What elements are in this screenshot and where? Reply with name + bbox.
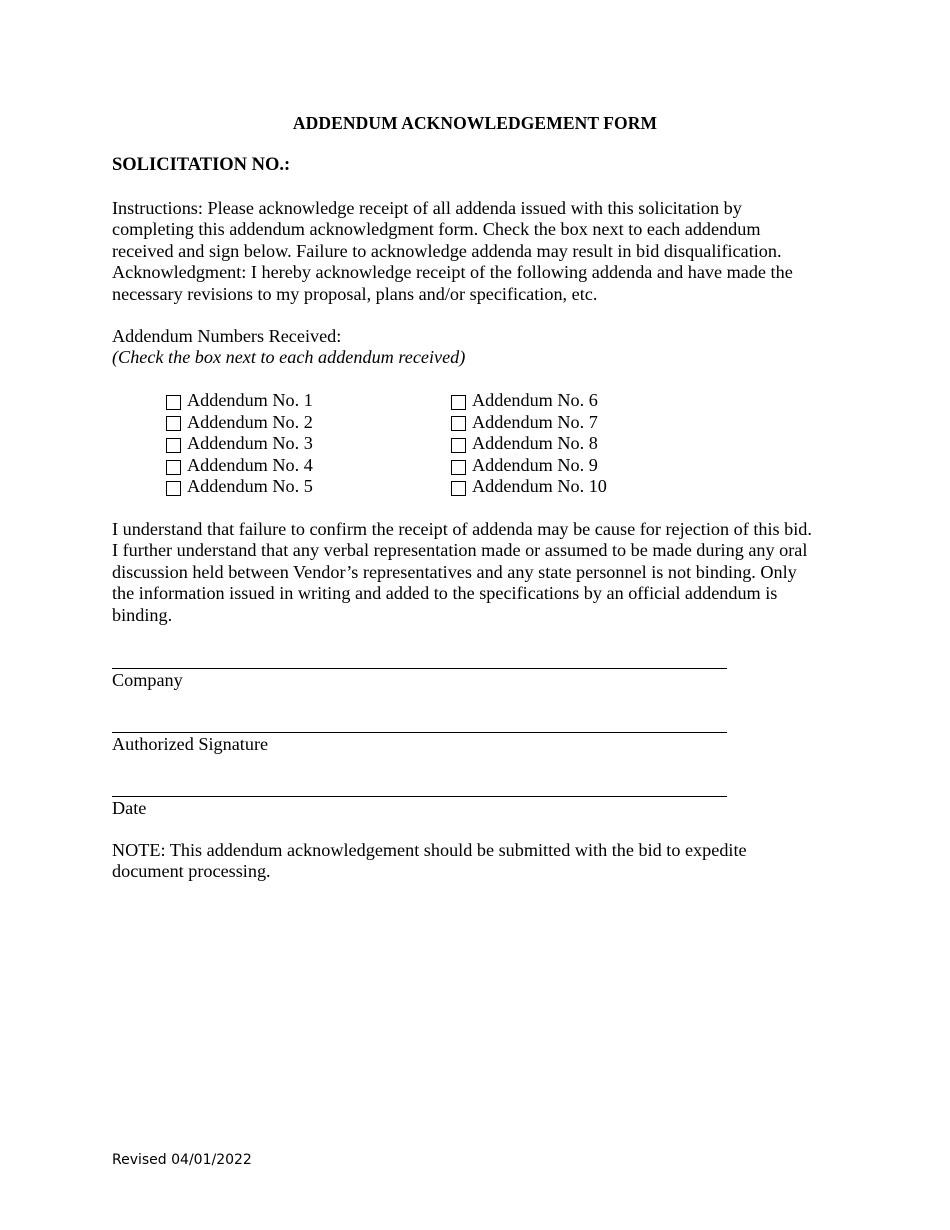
addendum-label: Addendum No. 5	[187, 476, 313, 497]
addendum-label: Addendum No. 4	[187, 454, 313, 475]
addendum-item[interactable]	[451, 476, 607, 498]
instructions-line: Acknowledgment: I hereby acknowledge receipt of the following addenda and have made the	[112, 262, 793, 283]
addendum-item[interactable]	[451, 390, 607, 412]
checkbox[interactable]	[166, 395, 181, 410]
addenda-heading-block	[112, 326, 842, 369]
checkbox[interactable]	[451, 416, 466, 431]
understanding-line: I understand that failure to confirm the receipt of addenda may be cause for rejection of this bid.	[112, 519, 812, 539]
addendum-label: Addendum No. 9	[472, 454, 598, 475]
company-label: Company	[112, 670, 183, 690]
instructions-line: completing this addendum acknowledgment form. Check the box next to each addendum	[112, 219, 761, 240]
date-signature-line[interactable]	[112, 796, 727, 797]
understanding-line: binding.	[112, 604, 173, 625]
addenda-checklist-left	[166, 390, 313, 498]
addendum-item[interactable]	[166, 455, 313, 477]
instructions-line: received and sign below. Failure to acknowledge addenda may result in bid disqualification.	[112, 240, 782, 261]
addendum-label: Addendum No. 7	[472, 411, 598, 432]
form-title: ADDENDUM ACKNOWLEDGEMENT FORM	[292, 113, 658, 133]
authorized-signature-label: Authorized Signature	[112, 734, 269, 754]
addendum-item[interactable]	[451, 433, 607, 455]
understanding-line: I further understand that any verbal representation made or assumed to be made during any oral	[112, 540, 808, 561]
addendum-label: Addendum No. 2	[187, 411, 313, 432]
addendum-item[interactable]	[451, 412, 607, 434]
addenda-checklist-right	[451, 390, 607, 498]
company-field[interactable]	[112, 668, 727, 691]
checkbox[interactable]	[451, 460, 466, 475]
addendum-item[interactable]	[166, 433, 313, 455]
revised-footer: Revised 04/01/2022	[112, 1152, 252, 1168]
checkbox[interactable]	[451, 395, 466, 410]
addendum-label: Addendum No. 3	[187, 433, 313, 454]
addendum-label: Addendum No. 8	[472, 433, 598, 454]
solicitation-label: SOLICITATION NO.:	[112, 155, 291, 175]
date-field[interactable]	[112, 796, 727, 819]
authorized-signature-field[interactable]	[112, 732, 727, 755]
addendum-item[interactable]	[166, 390, 313, 412]
checkbox[interactable]	[451, 481, 466, 496]
checkbox[interactable]	[166, 438, 181, 453]
note-line: document processing.	[112, 861, 271, 882]
checkbox[interactable]	[166, 460, 181, 475]
addendum-item[interactable]	[166, 412, 313, 434]
addenda-hint: (Check the box next to each addendum received)	[112, 347, 466, 368]
understanding-line: discussion held between Vendor’s representatives and any state personnel is not binding. Only	[112, 561, 797, 582]
understanding-paragraph	[112, 519, 842, 626]
addendum-label: Addendum No. 1	[187, 390, 313, 410]
addendum-item[interactable]	[166, 476, 313, 498]
addendum-label: Addendum No. 10	[472, 476, 607, 497]
date-label: Date	[112, 798, 147, 818]
checkbox[interactable]	[451, 438, 466, 453]
instructions-line: necessary revisions to my proposal, plans and/or specification, etc.	[112, 283, 598, 304]
checkbox[interactable]	[166, 416, 181, 431]
addendum-label: Addendum No. 6	[472, 390, 598, 410]
note-line: NOTE: This addendum acknowledgement should be submitted with the bid to expedite	[112, 840, 747, 860]
checkbox[interactable]	[166, 481, 181, 496]
addendum-item[interactable]	[451, 455, 607, 477]
understanding-line: the information issued in writing and added to the specifications by an official addendum is	[112, 583, 778, 604]
note-paragraph	[112, 840, 842, 883]
instructions-line: Instructions: Please acknowledge receipt of all addenda issued with this solicitation by	[112, 198, 742, 218]
addenda-heading: Addendum Numbers Received:	[112, 326, 342, 346]
authorized-signature-line[interactable]	[112, 732, 727, 733]
instructions-paragraph	[112, 198, 842, 305]
company-signature-line[interactable]	[112, 668, 727, 669]
